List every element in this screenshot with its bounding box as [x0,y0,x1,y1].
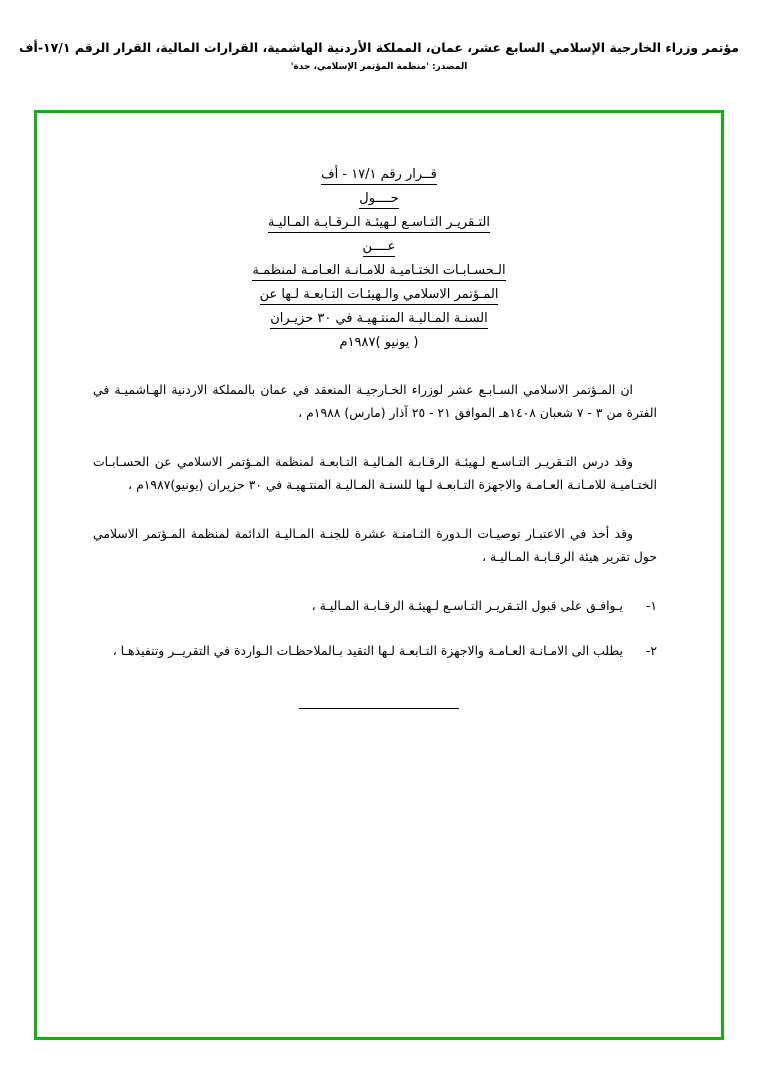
document-body [37,113,721,714]
heading-line-7 [83,311,675,329]
heading-line-4 [83,239,675,257]
clause-number: ١- [645,598,657,613]
heading-line-3 [83,215,675,233]
heading-line-2-text: حــــول [359,191,398,209]
clause-text: يطلب الى الامـانـة العـامـة والاجهزة التـابعـة لـها التقيد بـالملاحظـات الـواردة في التقريــر وتنفيذهـا ، [112,643,623,658]
header-source: المصدر: 'منظمة المؤتمر الإسلامي، جدة' [290,62,468,72]
heading-line-4-text: عــــن [363,239,396,257]
clause-item [93,594,657,617]
heading-line-2 [83,191,675,209]
heading-line-5 [83,263,675,281]
clause-item [93,639,657,662]
heading-line-1 [83,167,675,185]
heading-line-5-text: الـحسـابـات الختـاميـة للامـانـة العـامـة لمنظمـة [252,263,505,281]
paragraph-2: وقد درس التـقريـر التـاسـع لـهيئـة الرقـابـة المـاليـة التـابعـة لمنظمة المـؤتمر الاسلامي عن الحسـابـات الختـاميـة للامـانـة العـامـة والاجهزة التـابعـة لـها للسنـة المـاليـة المنتـهيـة في ٣٠ حزيران (يونيو)١٩٨٧م ، [93,454,657,492]
clause-list [83,594,675,662]
paragraph-3: وقد أخذ في الاعتبـار توصيـات الـدورة الثـامنـة عشرة للجنـة المـاليـة الدائمة لمنظمة المـؤتمر الاسلامي حول تقرير هيئة الرقـابـة المـاليـة ، [93,526,657,564]
clause-number: ٢- [645,643,657,658]
header-title: مؤتمر وزراء الخارجية الإسلامي السابع عشر، عمان، المملكة الأردنية الهاشمية، القرارات المالية، القرار الرقم ١٧/١-أف [19,40,739,55]
green-border-frame [34,110,724,1040]
end-rule [299,708,459,709]
clause-text: يـوافـق على قبول التـقريـر التـاسـع لـهيئـة الرقـابـة المـاليـة ، [311,598,623,613]
heading-line-6-text: المـؤتمر الاسلامي والـهيئـات التـابعـة لـها عن [260,287,499,305]
paragraph-1: ان المـؤتمر الاسلامي السـابـع عشر لوزراء الخـارجيـة المنعقد في عمان بالمملكة الاردنية الهـاشميـة في الفترة من ٣ - ٧ شعبان ١٤٠٨هـ الموافق ٢١ - ٢٥ آذار (مارس) ١٩٨٨م ، [93,382,657,420]
heading-line-8 [83,335,675,352]
heading-line-7-text: السنـة المـاليـة المنتـهيـة في ٣٠ حزيـران [270,311,487,329]
heading-line-6 [83,287,675,305]
heading-line-1-text: قــرار رقم ١٧/١ - أف [321,167,437,185]
document-header [0,40,758,72]
document-heading-block [83,167,675,352]
end-rule-container [83,696,675,714]
heading-line-3-text: التـقريـر التـاسـع لـهيئـة الـرقـابـة المـاليـة [268,215,490,233]
heading-line-8-text: ( يونيو )١٩٨٧م [339,335,419,350]
